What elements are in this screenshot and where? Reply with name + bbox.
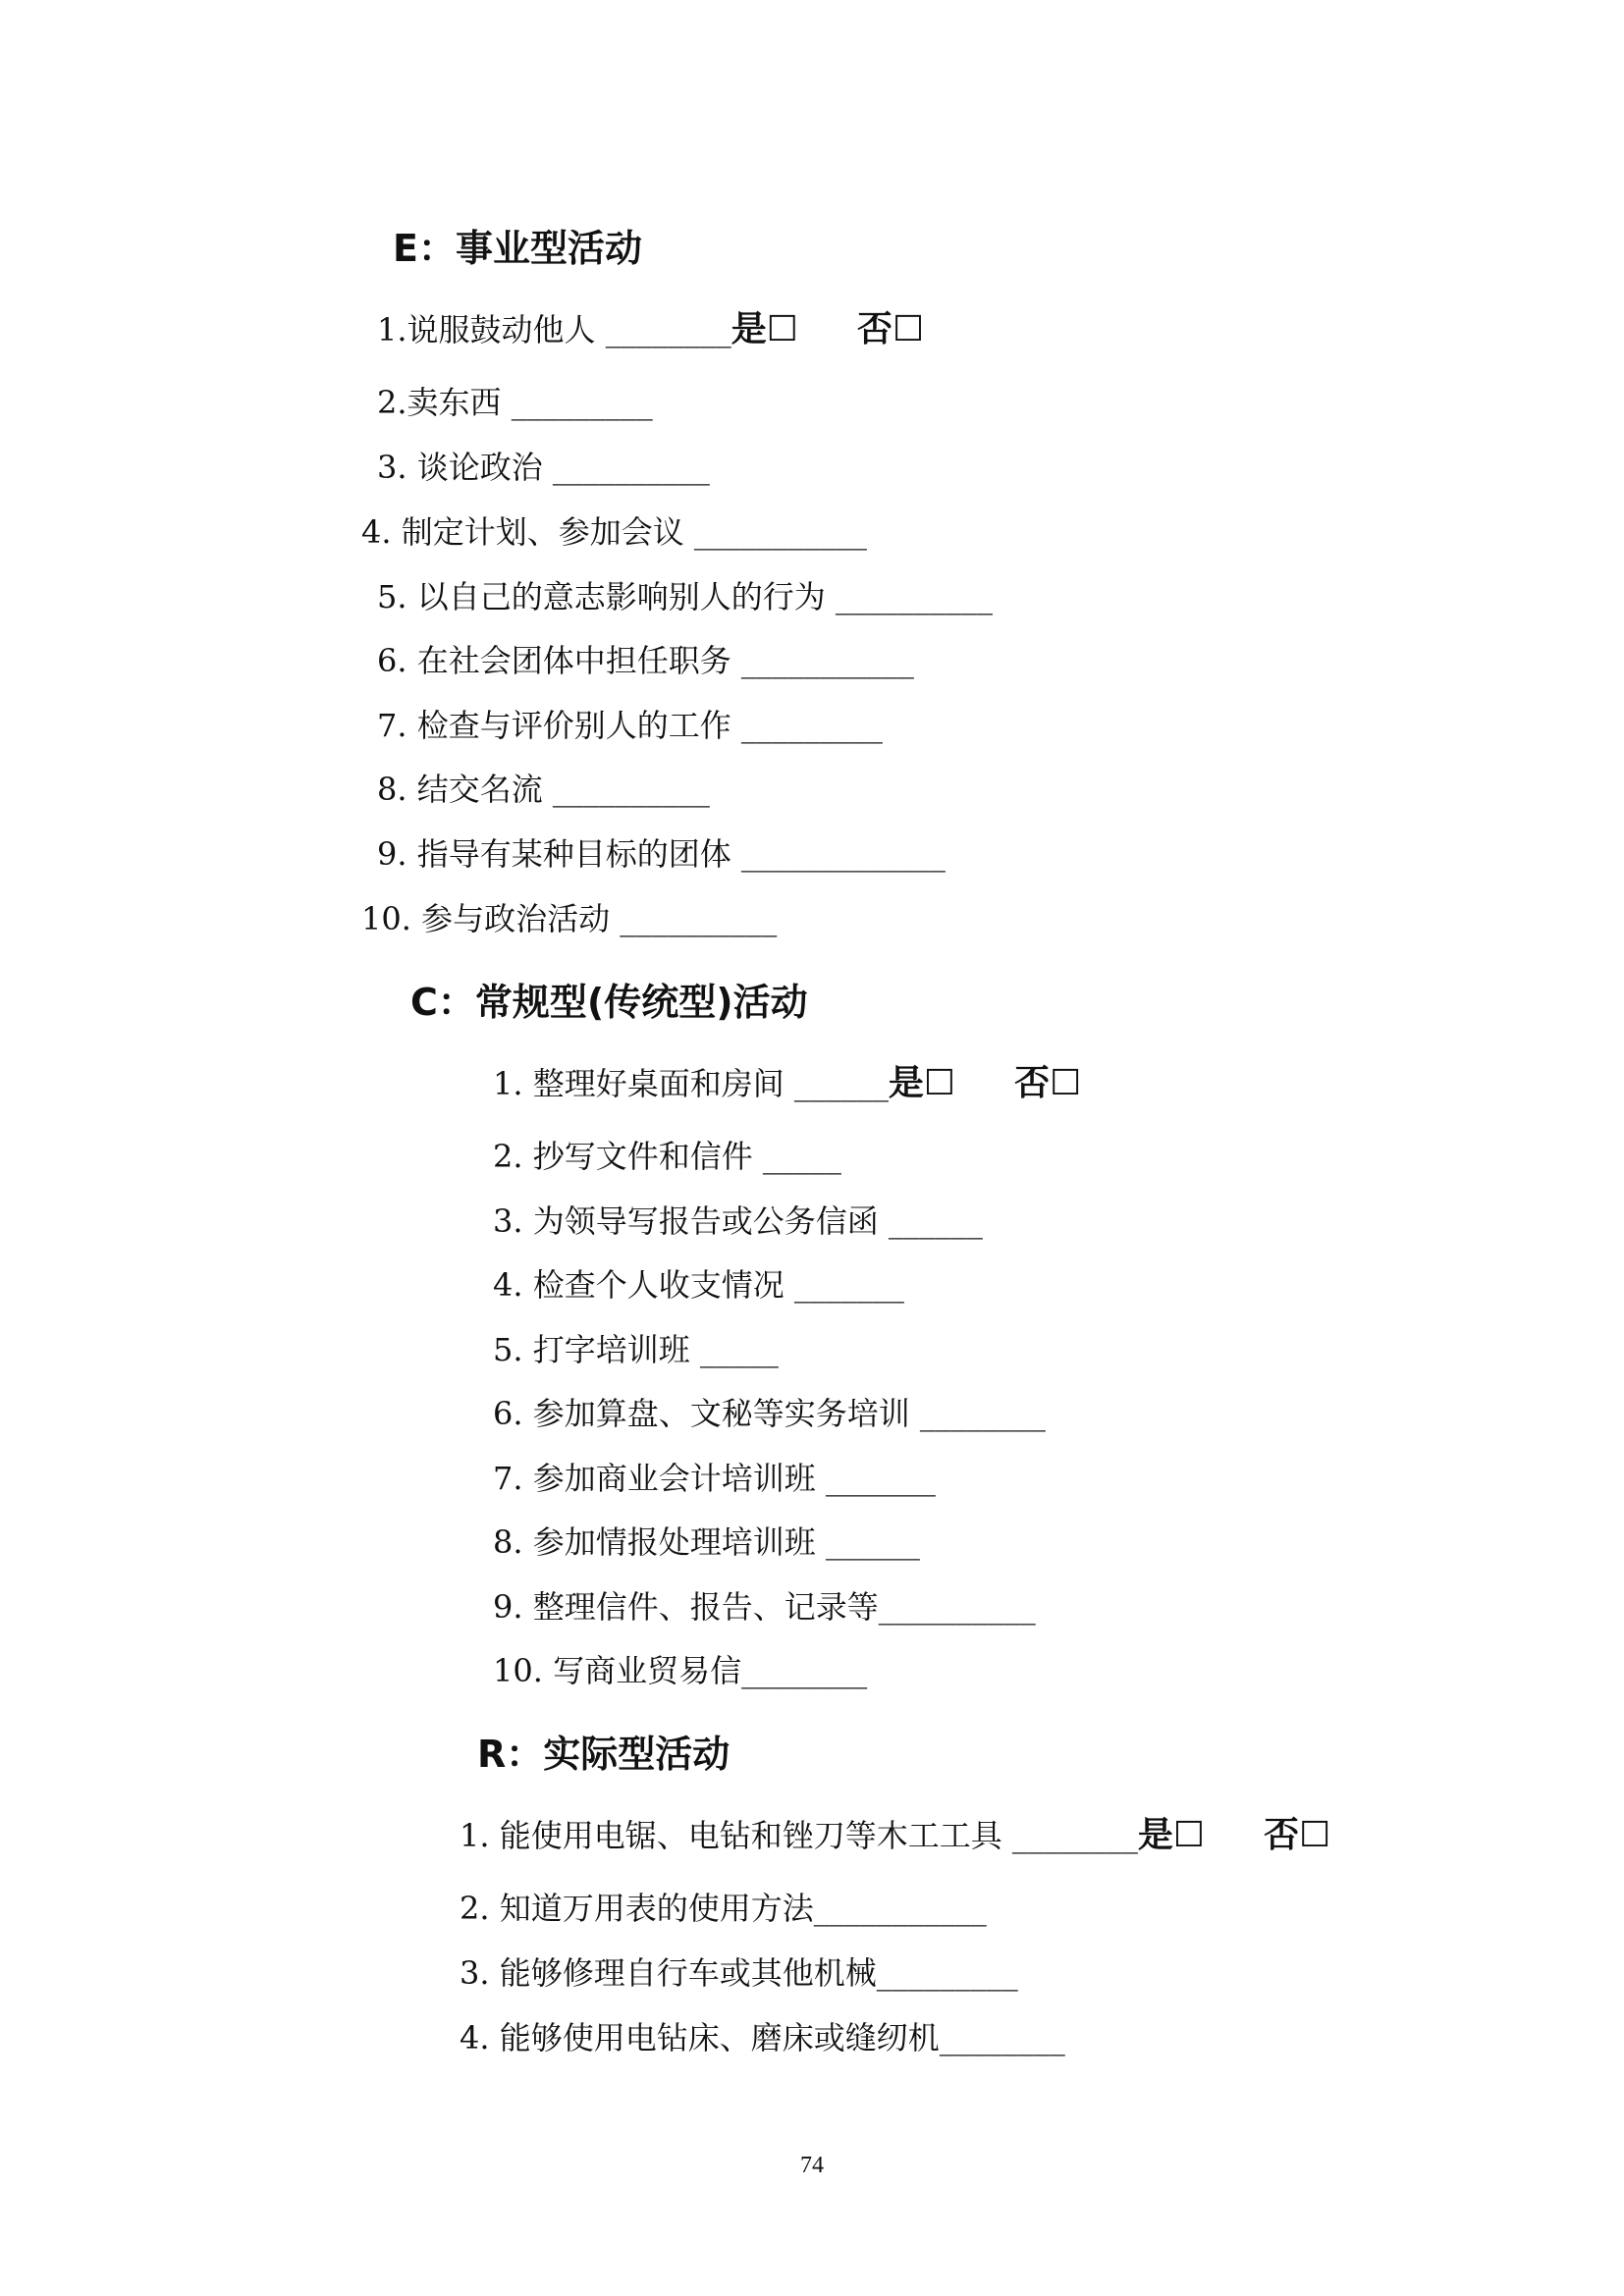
- list-item: 6. 在社会团体中担任职务 ___________: [377, 642, 914, 679]
- list-item: [493, 1063, 1082, 1103]
- item-text: 1. 整理好桌面和房间 ______: [493, 1065, 889, 1102]
- list-item: 3. 能够修理自行车或其他机械_________: [460, 1954, 1018, 1992]
- list-item: 9. 指导有某种目标的团体 _____________: [377, 835, 946, 873]
- list-item: 4. 检查个人收支情况 _______: [493, 1266, 904, 1304]
- list-item: 3. 为领导写报告或公务信函 ______: [493, 1202, 983, 1240]
- list-item: 5. 以自己的意志影响别人的行为 __________: [377, 578, 993, 615]
- list-item: 3. 谈论政治 __________: [377, 449, 710, 486]
- list-item: 8. 结交名流 __________: [377, 771, 710, 808]
- list-item: 7. 参加商业会计培训班 _______: [493, 1460, 936, 1497]
- list-item: 9. 整理信件、报告、记录等__________: [493, 1588, 1036, 1626]
- list-item: 4. 能够使用电钻床、磨床或缝纫机________: [460, 2019, 1065, 2056]
- list-item: 10. 写商业贸易信________: [493, 1652, 868, 1689]
- yes-checkbox[interactable]: 是☐: [731, 309, 798, 349]
- yes-checkbox[interactable]: 是☐: [888, 1063, 956, 1103]
- no-checkbox[interactable]: 否☐: [1264, 1815, 1331, 1855]
- yes-checkbox[interactable]: 是☐: [1137, 1815, 1206, 1855]
- no-checkbox[interactable]: 否☐: [857, 309, 925, 349]
- list-item: 2.卖东西 _________: [377, 384, 653, 421]
- section-heading-c: C：常规型(传统型)活动: [410, 981, 808, 1024]
- section-heading-r: R：实际型活动: [477, 1733, 731, 1776]
- item-text: 1.说服鼓动他人 ________: [377, 311, 731, 348]
- list-item: 2. 知道万用表的使用方法___________: [460, 1890, 987, 1927]
- list-item: 5. 打字培训班 _____: [493, 1331, 779, 1368]
- item-text: 1. 能使用电锯、电钻和锉刀等木工工具 ________: [460, 1817, 1138, 1854]
- section-heading-e: E：事业型活动: [393, 227, 642, 270]
- list-item: 6. 参加算盘、文秘等实务培训 ________: [493, 1395, 1046, 1432]
- list-item: [377, 309, 925, 349]
- list-item: [460, 1815, 1331, 1855]
- page-number: 74: [800, 2153, 824, 2178]
- list-item: 7. 检查与评价别人的工作 _________: [377, 707, 883, 744]
- list-item: 8. 参加情报处理培训班 ______: [493, 1523, 920, 1561]
- list-item: 4. 制定计划、参加会议 ___________: [361, 513, 867, 551]
- list-item: 10. 参与政治活动 __________: [361, 900, 778, 937]
- no-checkbox[interactable]: 否☐: [1014, 1063, 1082, 1103]
- list-item: 2. 抄写文件和信件 _____: [493, 1138, 841, 1175]
